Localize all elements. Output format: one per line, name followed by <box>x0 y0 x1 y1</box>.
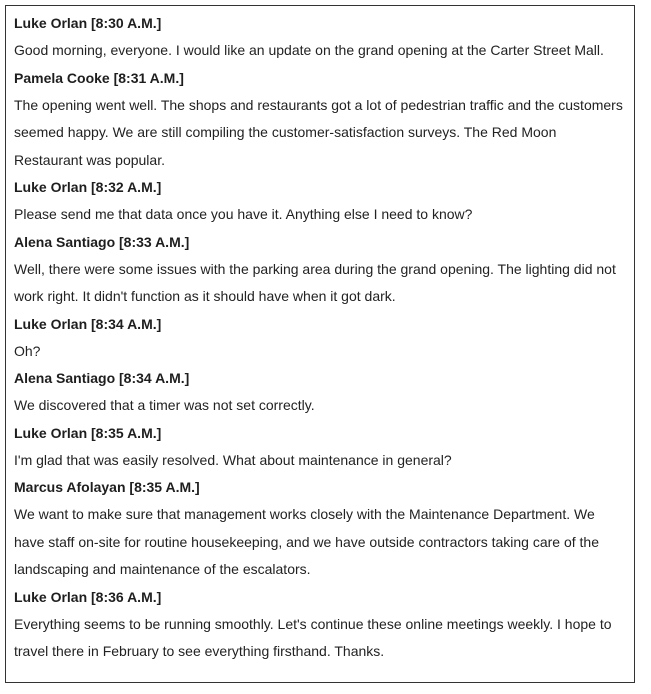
message-sender: Alena Santiago [8:34 A.M.] <box>14 370 190 386</box>
message-text: Oh? <box>14 342 41 359</box>
message-sender: Luke Orlan [8:35 A.M.] <box>14 424 162 441</box>
message-text: Everything seems to be running smoothly. Let's continue these online meetings weekly. I hope to travel there in February to see everything firsthand. Thanks. <box>14 615 612 659</box>
message-text: I'm glad that was easily resolved. What about maintenance in general? <box>14 451 452 468</box>
message-text: Please send me that data once you have it. Anything else I need to know? <box>14 206 473 222</box>
chat-message <box>14 68 626 175</box>
message-sender: Pamela Cooke [8:31 A.M.] <box>14 69 184 86</box>
chat-message <box>14 423 626 475</box>
message-text: Well, there were some issues with the parking area during the grand opening. The lighting did not work right. It didn't function as it should have when it got dark. <box>14 260 616 304</box>
message-sender: Luke Orlan [8:34 A.M.] <box>14 315 162 332</box>
message-sender: Luke Orlan [8:30 A.M.] <box>14 15 162 31</box>
message-sender: Marcus Afolayan [8:35 A.M.] <box>14 479 200 495</box>
chat-message <box>14 232 626 311</box>
chat-transcript <box>5 5 635 683</box>
message-text: Good morning, everyone. I would like an update on the grand opening at the Carter Street Mall. <box>14 42 604 58</box>
chat-message <box>14 477 626 584</box>
message-text: We want to make sure that management works closely with the Maintenance Department. We have staff on-site for routine housekeeping, and we have outside contractors taking care of the landscaping and maintenance of the escalators. <box>14 506 599 577</box>
chat-message <box>14 314 626 366</box>
message-text: The opening went well. The shops and restaurants got a lot of pedestrian traffic and the customers seemed happy. We are still compiling the customer-satisfaction surveys. The Red Moon Restaurant was popular. <box>14 96 623 168</box>
message-sender: Luke Orlan [8:36 A.M.] <box>14 588 162 605</box>
chat-message <box>14 177 626 229</box>
message-sender: Alena Santiago [8:33 A.M.] <box>14 233 190 250</box>
chat-message <box>14 13 626 65</box>
chat-message <box>14 587 626 666</box>
message-text: We discovered that a timer was not set correctly. <box>14 397 315 413</box>
chat-message <box>14 368 626 420</box>
message-sender: Luke Orlan [8:32 A.M.] <box>14 179 162 195</box>
